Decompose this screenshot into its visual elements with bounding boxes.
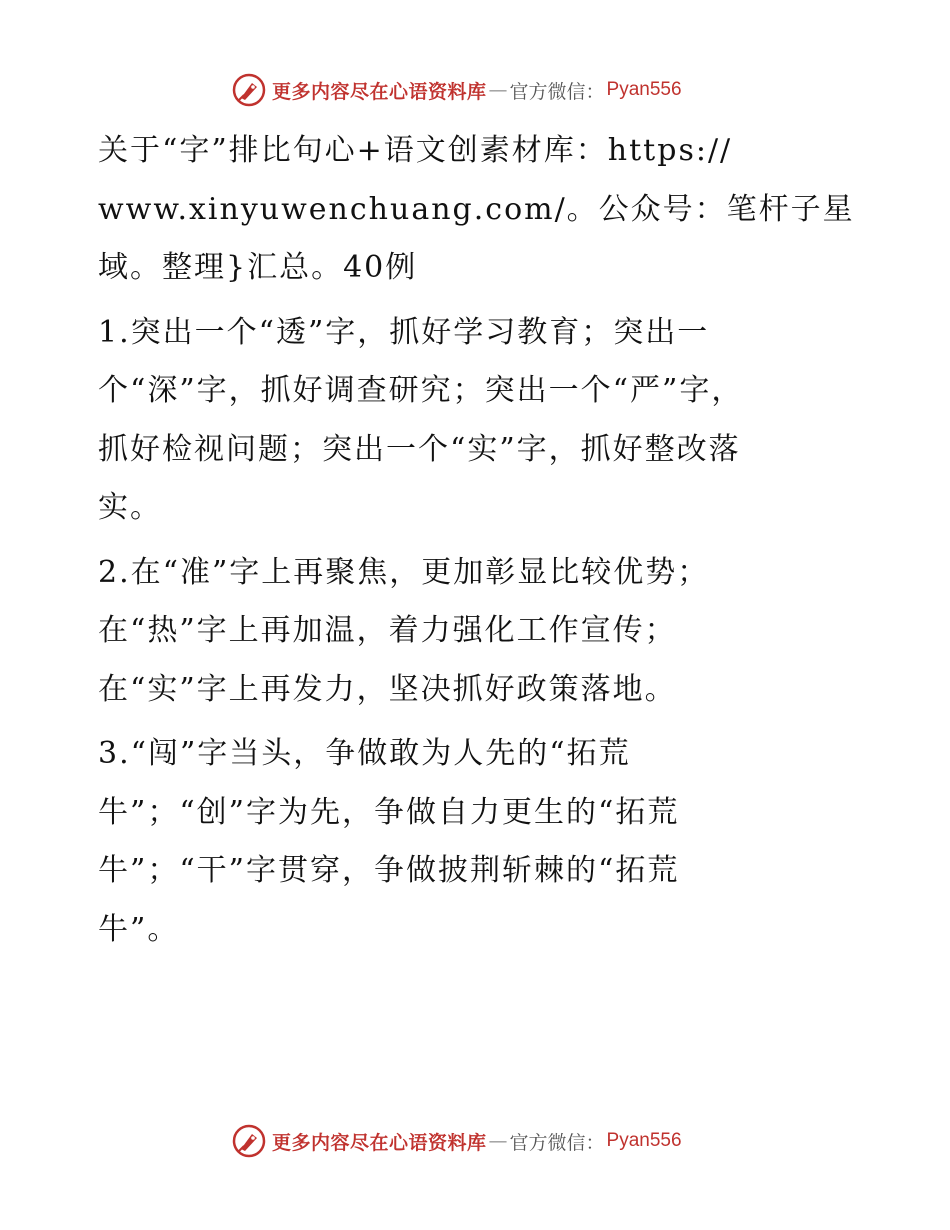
example-line: 抓好检视问题；突出一个“实”字，抓好整改落 — [98, 431, 741, 467]
example-line: 1.突出一个“透”字，抓好学习教育；突出一 — [98, 314, 710, 350]
example-paragraph-1 — [98, 304, 838, 538]
intro-line: www.xinyuwenchuang.com/。公众号：笔杆子星 — [98, 191, 855, 227]
intro-paragraph — [98, 122, 855, 298]
example-line: 在“热”字上再加温，着力强化工作宣传； — [98, 613, 677, 648]
example-line: 实。 — [98, 490, 162, 525]
intro-line: 域。整理}汇总。40例 — [98, 250, 418, 285]
example-line: 个“深”字，抓好调查研究；突出一个“严”字， — [98, 373, 744, 408]
banner-text: 更多内容尽在心语资料库 — [272, 1131, 487, 1154]
example-line: 牛”。 — [98, 911, 180, 947]
header-banner — [232, 70, 712, 110]
example-paragraph-2 — [98, 544, 838, 720]
intro-line: 关于“字”排比句心+语文创素材库：https:// — [98, 133, 733, 168]
footer-banner — [232, 1121, 712, 1161]
example-line: 在“实”字上再发力，坚决抓好政策落地。 — [98, 671, 677, 707]
example-line: 3.“闯”字当头，争做敢为人先的“拓荒 — [98, 736, 631, 771]
banner-wechat-id: Pyan556 — [606, 79, 682, 100]
document-body — [98, 122, 855, 965]
pen-nib-logo-icon — [232, 73, 266, 107]
banner-text: 更多内容尽在心语资料库 — [272, 80, 487, 103]
pen-nib-logo-icon — [232, 1124, 266, 1158]
banner-wechat-label: 官方微信： — [509, 1131, 605, 1154]
example-line: 牛”；“创”字为先，争做自力更生的“拓荒 — [98, 794, 680, 830]
banner-separator: — — [488, 79, 508, 101]
banner-separator: — — [488, 1130, 508, 1152]
example-line: 2.在“准”字上再聚焦，更加彰显比较优势； — [98, 554, 710, 590]
banner-wechat-label: 官方微信： — [509, 80, 605, 103]
example-line: 牛”；“干”字贯穿，争做披荆斩棘的“拓荒 — [98, 853, 680, 888]
example-paragraph-3 — [98, 725, 838, 959]
banner-wechat-id: Pyan556 — [606, 1130, 682, 1151]
